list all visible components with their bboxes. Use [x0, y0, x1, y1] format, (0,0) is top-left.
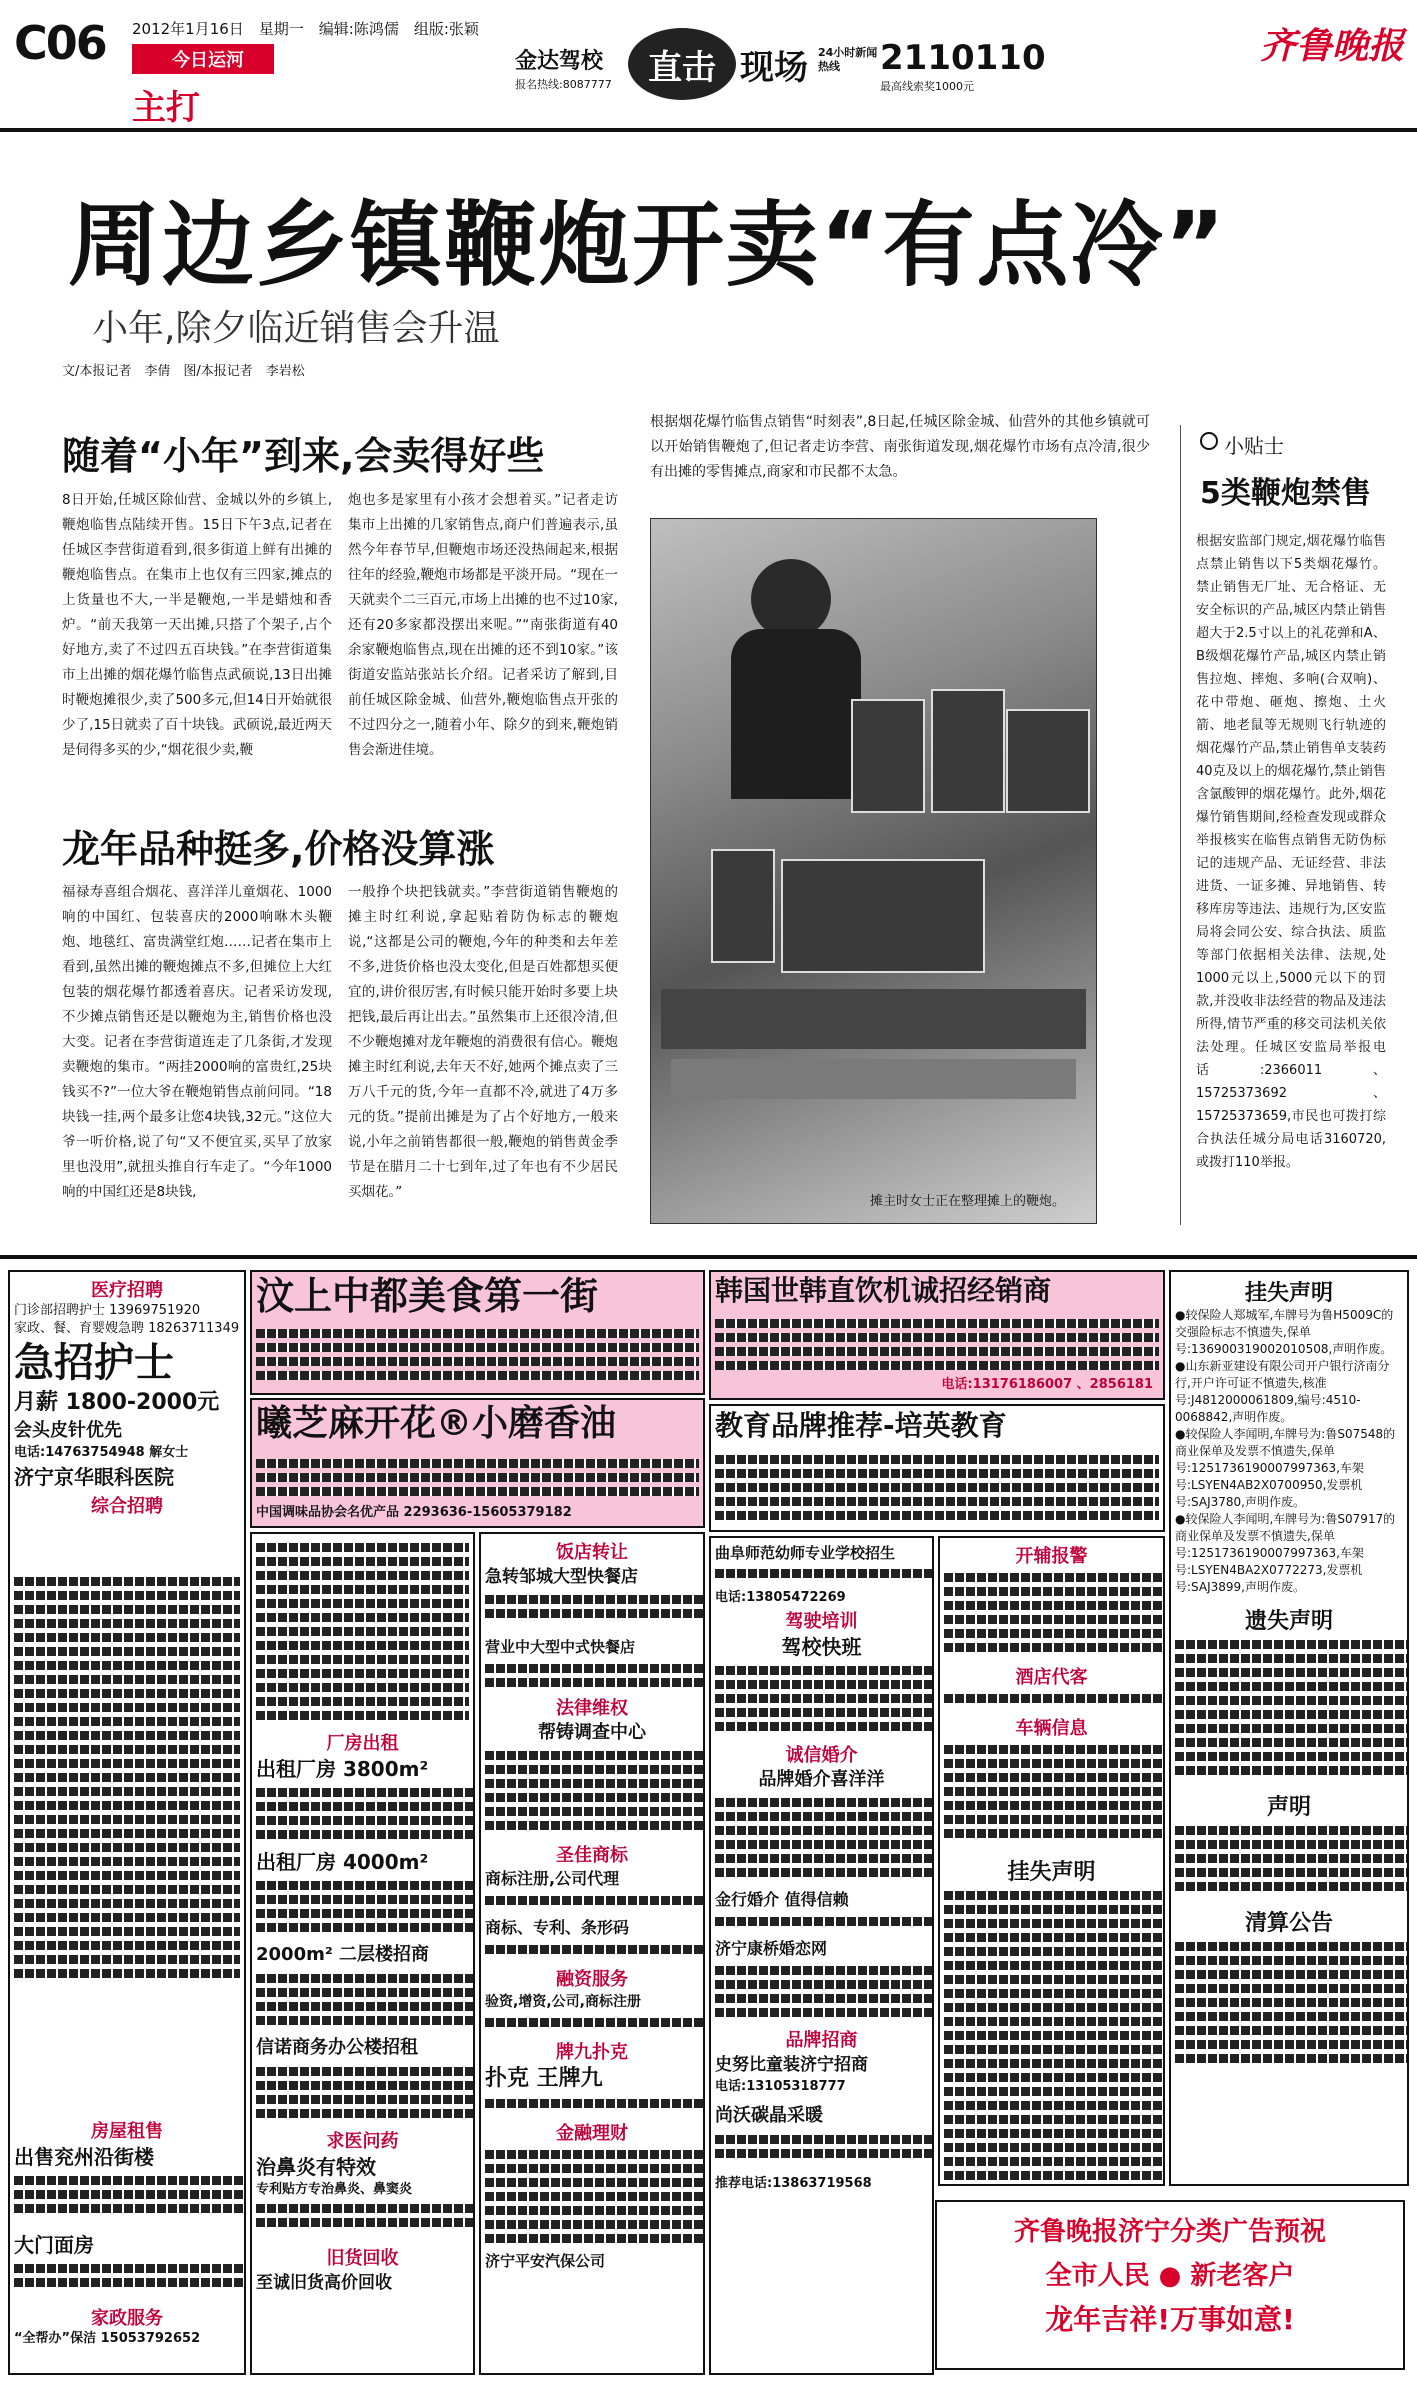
- ads-column-5a: [938, 1536, 1165, 2186]
- house-rent-head: 房屋租售: [91, 2121, 163, 2142]
- ads-column-2: [250, 1532, 475, 2375]
- ads-divider: [0, 1255, 1417, 1259]
- marriage-ad-1: 品牌婚介喜洋洋: [758, 1769, 885, 1790]
- sesame-oil-ad: [250, 1398, 705, 1528]
- hotel-transfer-ad-2: 营业中大型中式快餐店: [485, 1638, 636, 1656]
- loss-decl-4: ●较保险人李闻明,车牌号为:鲁S07917的商业保单及发票不慎遗失,保单号:1251736190007997363,车架号:LSYEN4BA2X0772273,发票机号:SAJ3899,声明作废。: [1175, 1512, 1396, 1594]
- car-trade-ad: 济宁平安汽保公司: [485, 2252, 606, 2270]
- promo-line-3: 龙年吉祥!万事如意!: [1045, 2303, 1295, 2336]
- section1-column2: 炮也多是家里有小孩才会想着买。”记者走访集市上出摊的几家销售点,商户们普遍表示,虽然今年春节早,但鞭炮市场还没热闹起来,根据往年的经验,鞭炮市场都是平淡开局。“现在一天就卖个二三百元,市场上出摊的也不过10家,还有20多家都没摆出来呢。”“南张街道有40余家鞭炮临售点,现在出摊的还不到10家。”该街道安监站张站长介绍。记者采访了解到,目前任城区除金城、仙营外,鞭炮临售点开张的不过四分之一,随着小年、除夕的到来,鞭炮销售会渐进佳境。: [348, 492, 618, 758]
- loss-decl-3: ●较保险人李闻明,车牌号为:鲁S07548的商业保单及发票不慎遗失,保单号:1251736190007997363,车架号:LSYEN4AB2X0700950,发票机号:SAJ3780,声明作废。: [1175, 1427, 1396, 1509]
- floor-heating-ad: 尚沃碳晶采暖: [715, 2105, 823, 2126]
- brand-recruit-ad: 史努比童装济宁招商: [715, 2055, 868, 2075]
- promo-line-1: 齐鲁晚报济宁分类广告预祝: [1013, 2217, 1326, 2247]
- brand-head: 圣佳商标: [556, 1845, 628, 1866]
- sesame-oil-title: 曦芝麻开花®小磨香油: [256, 1403, 617, 1444]
- loss-decl-head: 挂失声明: [1244, 1281, 1333, 1306]
- statement-head: 声明: [1266, 1795, 1311, 1820]
- header-divider: [0, 128, 1417, 132]
- section2-title: 龙年品种挺多,价格没算涨: [62, 827, 495, 871]
- tip-label: 小贴士: [1224, 434, 1284, 458]
- marriage-ad-3: 济宁康桥婚恋网: [715, 1939, 828, 1958]
- car-info-head: 车辆信息: [1015, 1718, 1088, 1739]
- recycle-ad: 至诚旧货高价回收: [256, 2273, 392, 2293]
- photo-caption: 摊主时女士正在整理摊上的鞭炮。: [870, 1194, 1066, 1209]
- factory-rent-ad-1: 出租厂房 3800m²: [256, 1757, 429, 1781]
- hotel-rent-head: 酒店代客: [1015, 1667, 1088, 1688]
- promo-line-2: 全市人民 ● 新老客户: [1045, 2261, 1295, 2291]
- section-tag: 今日运河: [132, 44, 274, 74]
- hotline-note: 最高线索奖1000元: [880, 80, 974, 93]
- medicine-ad: 治鼻炎有特效: [256, 2155, 376, 2179]
- law-ad: 帮铸调查中心: [538, 1722, 646, 1743]
- sub-headline: 小年,除夕临近销售会升温: [92, 308, 500, 349]
- section1-column3: 根据烟花爆竹临售点销售“时刻表”,8日起,任城区除金城、仙营外的其他乡镇就可以开始销售鞭炮了,但记者走访李营、南张街道发现,烟花爆竹市场有点冷清,很少有出摊的零售摊点,商家和市民都不太急。: [650, 414, 1150, 480]
- education-ad: [709, 1404, 1165, 1532]
- nanny-recruit-line: 家政、餐、育婴嫂急聘 18263711349: [14, 1321, 240, 1336]
- brand-ad-2: 商标、专利、条形码: [485, 1918, 630, 1937]
- main-headline: 周边乡镇鞭炮开卖“有点冷”: [68, 192, 1227, 299]
- poker-ad: 扑克 王牌九: [485, 2066, 603, 2091]
- section1-title: 随着“小年”到来,会卖得好些: [62, 434, 545, 478]
- nurse-ad-title: 急招护士: [14, 1340, 174, 1386]
- nurse-ad-note: 会头皮针优先: [14, 1420, 122, 1441]
- tip-body: 根据安监部门规定,烟花爆竹临售点禁止销售以下5类烟花爆竹。禁止销售无厂址、无合格证、无安全标识的产品,城区内禁止销售超大于2.5寸以上的礼花弹和A、B级烟花爆竹产品,城区内禁止销售拉炮、摔炮、多响(合双响)、花中带炮、砸炮、擦炮、土火箭、地老鼠等无规则飞行轨迹的烟花爆竹产品,禁止销售单支装药40克及以上的烟花爆竹,禁止销售含氯酸钾的烟花爆竹。此外,烟花爆竹销售期间,经检查发现或群众举报核实在临售点销售无防伪标记的违规产品、无证经营、非法进货、一证多摊、异地销售、转移库房等违法、违规行为,区安监局将会同公安、综合执法、质监等部门依据相关法律、法规,处1000元以上,5000元以下的罚款,并没收非法经营的物品及违法所得,情节严重的移交司法机关依法处理。任城区安监局举报电话:2366011、15725373692、15725373659,市民也可拨打综合执法任城分局电话3160720,或拨打110举报。: [1196, 534, 1386, 1170]
- floor-heating-phone: 推荐电话:13863719568: [715, 2176, 872, 2191]
- liquidation-head: 清算公告: [1244, 1911, 1333, 1936]
- brand-ad-1: 商标注册,公司代理: [485, 1869, 620, 1888]
- kindergarten-phone: 电话:13805472269: [715, 1590, 846, 1605]
- finance-head: 融资服务: [556, 1969, 628, 1990]
- kindergarten-ad: 曲阜师范幼师专业学校招生: [715, 1544, 896, 1562]
- brand-recruit-head: 品牌招商: [785, 2030, 858, 2051]
- hotline-label: 24小时新闻热线: [818, 46, 878, 73]
- tip-title: 5类鞭炮禁售: [1200, 476, 1371, 511]
- section2-column2: 一般挣个块把钱就卖。”李营街道销售鞭炮的摊主时红利说,拿起贴着防伪标志的鞭炮说,“这都是公司的鞭炮,今年的种类和去年差不多,进货价格也没太变化,但是百姓都想买便宜的,讲价很厉害,有时候只能开始时多要上块把钱,最后再让出去。”虽然集市上还很冷清,但不少鞭炮摊对龙年鞭炮的消费很有信心。鞭炮摊主时红利说,去年天不好,她两个摊点卖了三万八千元的货,今年一直都不冷,就进了4万多元的货。”提前出摊是为了占个好地方,一般来说,小年之前销售都很一般,鞭炮的销售黄金季节是在腊月二十七到年,过了年也有不少居民买烟花。”: [348, 884, 618, 1200]
- factory-rent-head: 厂房出租: [326, 1733, 399, 1754]
- section2-column1: 福禄寿喜组合烟花、喜洋洋儿童烟花、1000响的中国红、包装喜庆的2000响咻木头鞭炮、地毯红、富贵满堂红炮……记者在集市上看到,虽然出摊的鞭炮摊点不多,但摊位上大红包装的烟花爆竹都透着喜庆。记者采访发现,不少摊点销售还是以鞭炮为主,销售价格也没大变。记者在李营街道连走了几条街,才发现卖鞭炮的集市。“两挂2000响的富贵红,25块钱买不?”一位大爷在鞭炮销售点前问同。“18块钱一挂,两个最多让您4块钱,32元。”这位大爷一听价格,说了句“又不便宜买,买早了放家里也没用”,就扭头推自行车走了。“今年1000响的中国红还是8块钱,: [62, 884, 332, 1200]
- korea-water-title: 韩国世韩直饮机诚招经销商: [715, 1274, 1052, 1307]
- promo-greeting-ad: [935, 2200, 1405, 2370]
- home-service-line: “全帮办”保洁 15053792652: [14, 2331, 201, 2346]
- finance-ad: 验资,增资,公司,商标注册: [485, 1994, 641, 2010]
- zhiji-logo: 直击: [628, 28, 736, 100]
- general-recruit-listings: [14, 1572, 240, 1992]
- eye-hospital-ad: 济宁京华眼科医院: [14, 1465, 174, 1489]
- sub-section-title: 主打: [132, 88, 200, 128]
- driving-ad: 驾校快班: [781, 1635, 862, 1659]
- house-sale-ad: 出售兖州沿街楼: [14, 2145, 154, 2169]
- recycle-head: 旧货回收: [326, 2248, 399, 2269]
- news-photo: [650, 518, 1097, 1224]
- education-title: 教育品牌推荐-培英教育: [715, 1409, 1007, 1442]
- open-alert-head: 开辅报警: [1015, 1546, 1088, 1567]
- section1-column1: 8日开始,任城区除仙营、金城以外的乡镇上,鞭炮临售点陆续开售。15日下午3点,记者在任城区李营街道看到,很多街道上鲜有出摊的鞭炮临售点。在集市上也仅有三四家,摊点的上货量也不大,一半是鞭炮,一半是蜡烛和香炉。“前天我第一天出摊,只搭了个架子,占个好地方,卖了不过四五百块钱。”在李营街道集市上出摊的烟花爆竹临售点武硕说,13日出摊时鞭炮摊很少,卖了500多元,但14日开始就很少了,15日就卖了百十块钱。武硕说,最近两天是伺得多买的少,“烟花很少卖,鞭: [62, 492, 332, 758]
- hotel-transfer-head: 饭店转让: [556, 1542, 628, 1563]
- office-ad: 信诺商务办公楼招租: [256, 2037, 418, 2058]
- newspaper-logo: 齐鲁晚报: [1260, 25, 1405, 67]
- nurse-ad-salary: 月薪 1800-2000元: [14, 1390, 220, 1415]
- lost-decl-head: 遗失声明: [1244, 1609, 1333, 1634]
- law-head: 法律维权: [556, 1698, 628, 1719]
- medicine-head: 求医问药: [326, 2131, 399, 2152]
- byline: 文/本报记者 李倩 图/本报记者 李岩松: [62, 364, 305, 379]
- sponsor-name: 金达驾校: [515, 49, 604, 74]
- ads-column-1: [8, 1270, 246, 2375]
- loss-decl-2: ●山东新亚建设有限公司开户银行济南分行,开户许可证不慎遗失,核准号:J4812000061809,编号:4510-0068842,声明作废。: [1175, 1359, 1390, 1424]
- food-street-ad: [250, 1270, 705, 1395]
- ads-column-3: [479, 1532, 705, 2375]
- korea-water-ad: [709, 1270, 1165, 1400]
- sesame-oil-note: 中国调味品协会名优产品 2293636-15605379182: [256, 1505, 572, 1520]
- tip-circle-icon: [1200, 432, 1218, 450]
- xianchang-label: 现场: [740, 48, 808, 88]
- medical-recruit-line: 门诊部招聘护士 13969751920: [14, 1303, 201, 1318]
- driving-head: 驾驶培训: [785, 1611, 858, 1632]
- nurse-ad-phone: 电话:14763754948 解女士: [14, 1445, 189, 1460]
- hotline-number: 2110110: [880, 38, 1046, 78]
- general-recruit-head: 综合招聘: [91, 1496, 163, 1517]
- page-number: C06: [14, 16, 106, 70]
- marriage-ad-2: 金行婚介 值得信赖: [715, 1890, 849, 1909]
- marriage-head: 诚信婚介: [785, 1745, 858, 1766]
- brand-recruit-phone: 电话:13105318777: [715, 2079, 846, 2094]
- ads-column-6: [1169, 1270, 1409, 2186]
- loss-decl-1: ●较保险人郑城军,车牌号为鲁H5009C的交强险标志不慎遗失,保单号:136900319002010508,声明作废。: [1175, 1308, 1394, 1356]
- home-service-head: 家政服务: [91, 2308, 163, 2329]
- ads-column-4: [709, 1536, 934, 2375]
- loss-decl-head-2: 挂失声明: [1007, 1860, 1096, 1885]
- food-street-title: 汶上中都美食第一街: [256, 1274, 599, 1318]
- factory-rent-ad-2: 出租厂房 4000m²: [256, 1850, 429, 1874]
- poker-head: 牌九扑克: [556, 2042, 628, 2063]
- korea-water-phone: 电话:13176186007 、2856181: [941, 1377, 1153, 1392]
- hotel-transfer-ad-1: 急转邹城大型快餐店: [485, 1567, 638, 1587]
- column-divider: [1180, 425, 1181, 1225]
- shop-sale-ad: 大门面房: [14, 2233, 94, 2257]
- medical-recruit-head: 医疗招聘: [91, 1280, 163, 1301]
- date-editor-line: 2012年1月16日 星期一 编辑:陈鸿儒 组版:张颖: [132, 20, 479, 38]
- medicine-sub: 专利贴方专治鼻炎、鼻窦炎: [256, 2182, 413, 2197]
- sponsor-phone: 报名热线:8087777: [515, 78, 612, 91]
- finance2-head: 金融理财: [556, 2123, 628, 2144]
- building-ad: 2000m² 二层楼招商: [256, 1944, 430, 1965]
